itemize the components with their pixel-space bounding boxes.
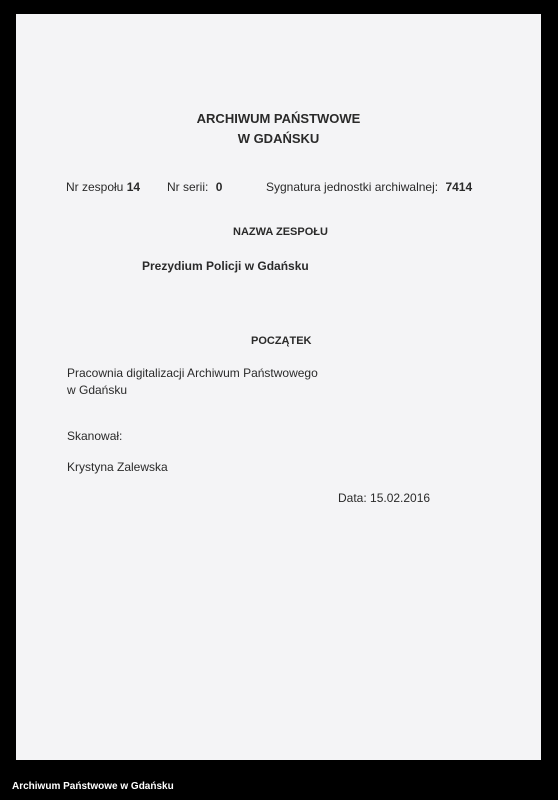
archive-title-line2: W GDAŃSKU <box>237 131 320 146</box>
poczatek-heading: POCZĄTEK <box>251 335 312 347</box>
document-page <box>16 14 541 760</box>
sygnatura-value: 7414 <box>445 180 473 194</box>
scan-label: Skanował: <box>67 429 123 443</box>
poczatek-line1: Pracownia digitalizacji Archiwum Państwowego <box>67 366 318 380</box>
poczatek-line2: w Gdańsku <box>67 383 128 397</box>
archive-title-line1: ARCHIWUM PAŃSTWOWE <box>196 111 361 126</box>
seria-number-value: 0 <box>215 180 223 194</box>
scan-operator-name: Krystyna Zalewska <box>67 460 168 474</box>
zespol-heading: NAZWA ZESPOŁU <box>233 226 328 238</box>
seria-number-label: Nr serii: <box>167 180 209 194</box>
sygnatura-label: Sygnatura jednostki archiwalnej: <box>266 180 439 194</box>
archive-footer-caption: Archiwum Państwowe w Gdańsku <box>12 781 174 792</box>
zespol-number-label: Nr zespołu <box>66 180 124 194</box>
zespol-number-value: 14 <box>126 180 141 194</box>
sygnatura <box>266 180 472 194</box>
zespol-name: Prezydium Policji w Gdańsku <box>142 259 309 273</box>
zespol-number <box>66 180 140 194</box>
seria-number <box>167 180 222 194</box>
scan-date: Data: 15.02.2016 <box>338 491 431 505</box>
